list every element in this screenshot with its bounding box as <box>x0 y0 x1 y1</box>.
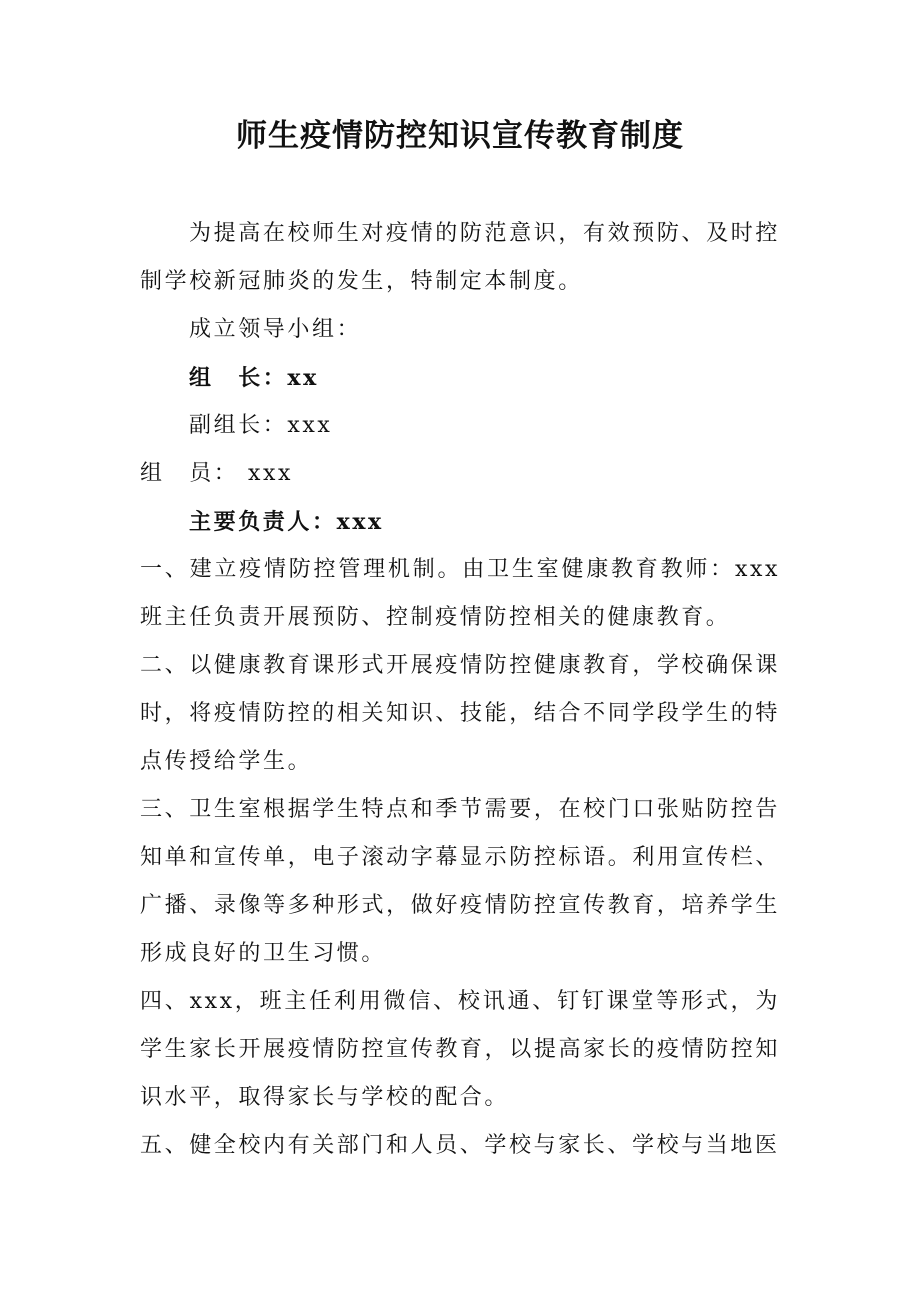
item-paragraph: 二、以健康教育课形式开展疫情防控健康教育，学校确保课时，将疫情防控的相关知识、技能，结合不同学段学生的特点传授给学生。 <box>140 653 780 774</box>
member-label: 组 员： <box>140 461 239 486</box>
leader-value: xx <box>287 365 319 391</box>
group-heading: 成立领导小组： <box>189 317 362 342</box>
item-paragraph: 四、xxx，班主任利用微信、校讯通、钉钉课堂等形式，为学生家长开展疫情防控宣传教育，以提高家长的疫情防控知识水平，取得家长与学校的配合。 <box>140 989 780 1110</box>
item-paragraph: 五、健全校内有关部门和人员、学校与家长、学校与当地医 <box>140 1133 780 1158</box>
deputy-value: xxx <box>287 413 333 438</box>
deputy-line <box>140 402 780 450</box>
leader-label: 组 长： <box>189 365 288 391</box>
item-paragraph: 一、建立疫情防控管理机制。由卫生室健康教育教师：xxx 班主任负责开展预防、控制疫情防控相关的健康教育。 <box>140 557 780 630</box>
member-line <box>140 450 780 498</box>
leader-line <box>140 354 780 402</box>
principal-label: 主要负责人： <box>189 509 337 535</box>
item-paragraph: 三、卫生室根据学生特点和季节需要，在校门口张贴防控告知单和宣传单，电子滚动字幕显示防控标语。利用宣传栏、广播、录像等多种形式，做好疫情防控宣传教育，培养学生形成良好的卫生习惯。 <box>140 797 780 966</box>
deputy-label: 副组长： <box>189 413 288 438</box>
member-value: xxx <box>248 461 294 486</box>
document-title: 师生疫情防控知识宣传教育制度 <box>236 118 684 154</box>
principal-line <box>140 498 780 546</box>
intro-paragraph: 为提高在校师生对疫情的防范意识，有效预防、及时控制学校新冠肺炎的发生，特制定本制度。 <box>140 221 780 294</box>
principal-value: xxx <box>336 509 384 535</box>
document-body <box>140 210 780 1170</box>
